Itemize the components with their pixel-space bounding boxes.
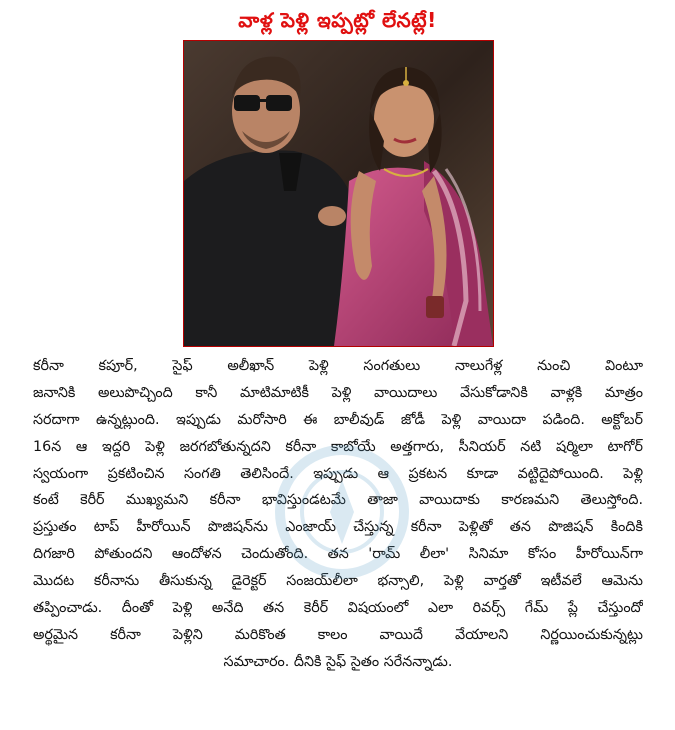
article-line: 16న ఆ ఇద్దరి పెళ్లి జరగబోతున్నదని కరీనా కాబోయే అత్తగారు, సీనియర్ నటి షర్మిలా టాగోర్ [33, 438, 643, 455]
article-body [33, 353, 643, 676]
article-line: తప్పించాడు. దీంతో పెళ్లి అనేది తన కెరీర్ విషయంలో ఎలా రివర్స్ గేమ్ ప్లే చేస్తుందో [33, 600, 643, 617]
headline: వాళ్ల పెళ్లి ఇప్పట్లో లేనట్లే! [238, 8, 437, 32]
article-line: కరీనా కపూర్, సైఫ్ అలీఖాన్ పెళ్లి సంగతులు నాలుగేళ్ల నుంచి వింటూ [33, 358, 643, 374]
article-line: మొదట కరీనాను తీసుకున్న డైరెక్టర్ సంజయ్‌లీలా భన్సాలి, పెళ్లి వార్తతో ఇటీవలే ఆమెను [33, 573, 643, 590]
article-line: సరదాగా ఉన్నట్లుంది. ఇప్పుడు మరోసారి ఈ బాలీవుడ్ జోడీ పెళ్లి వాయిదా పడింది. అక్టోబర్ [33, 411, 643, 428]
article-line: ప్రస్తుతం టాప్ హీరోయిన్ పొజిషన్‌ను ఎంజాయ్ చేస్తున్న కరీనా పెళ్లితో తన పొజిషన్ కిందికి [33, 519, 643, 536]
article-line: స్వయంగా ప్రకటించిన సంగతి తెలిసిందే. ఇప్పుడు ఆ ప్రకటన కూడా వట్టిదైపోయింది. పెళ్లి [33, 465, 643, 482]
article-line: దిగజారి పోతుందని ఆందోళన చెందుతోంది. తన 'రామ్ లీలా' సినిమా కోసం హీరోయిన్‌గా [33, 546, 643, 563]
article-line: జనానికి అలుపొచ్చింది కానీ మాటిమాటికీ పెళ్లి వాయిదాలు వేసుకోడానికి వాళ్లకి మాత్రం [33, 384, 643, 401]
article-line: సమాచారం. దీనికి సైఫ్ సైతం సరేనన్నాడు. [223, 653, 453, 670]
article-line: అర్థమైన కరీనా పెళ్లిని మరికొంత కాలం వాయిదే వేయాలని నిర్ణయించుకున్నట్లు [33, 626, 643, 643]
couple-photo-illustration [184, 41, 493, 346]
news-photo [183, 40, 494, 347]
article-line: కంటే కెరీర్ ముఖ్యమని కరీనా భావిస్తుండటమే తాజా వాయిదాకు కారణమని తెలుస్తోంది. [33, 492, 643, 509]
